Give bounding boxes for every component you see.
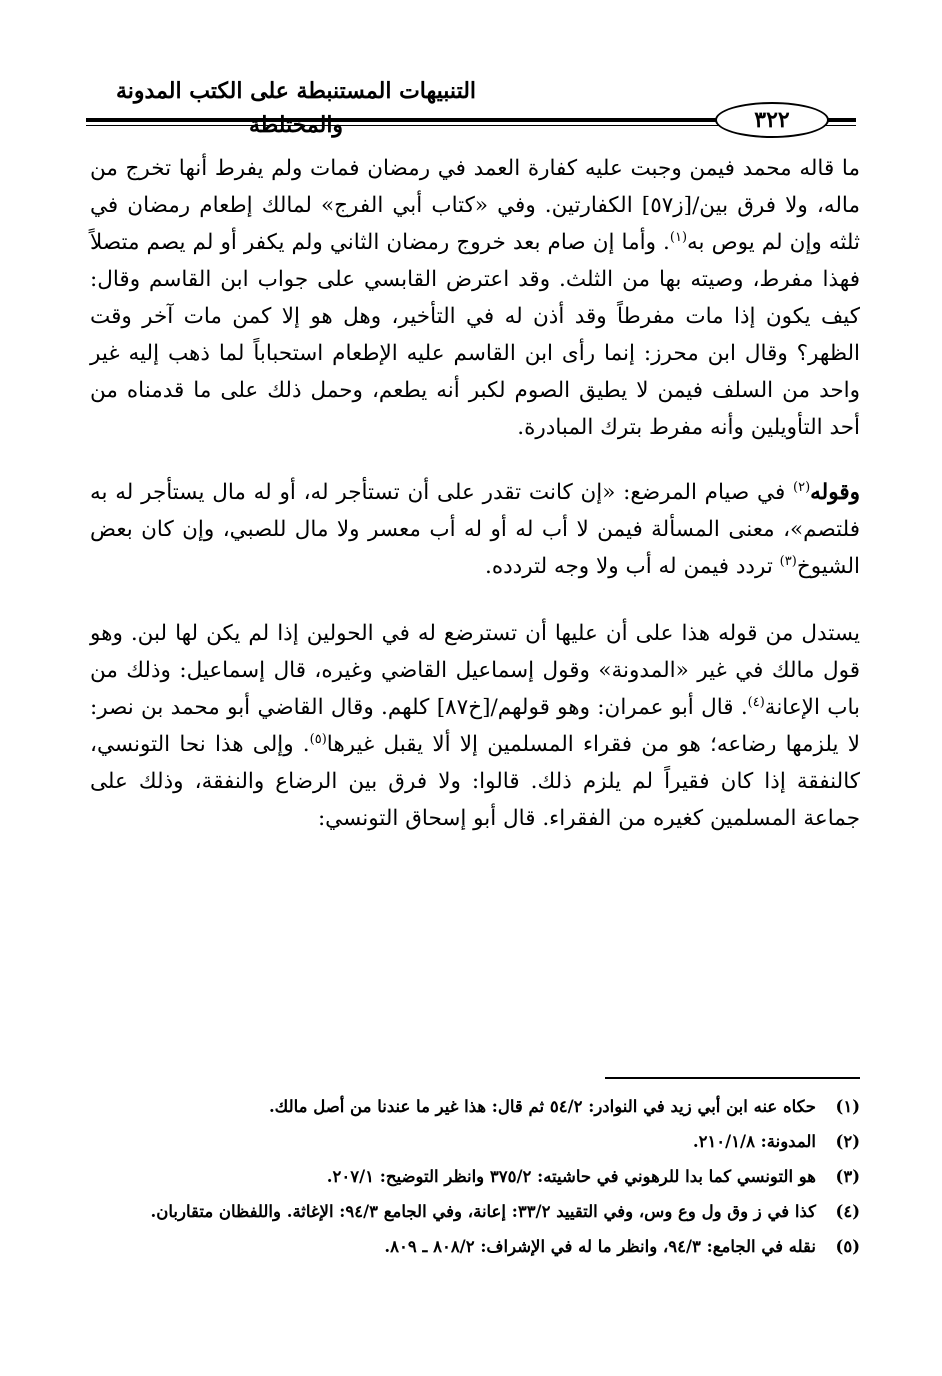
paragraph-lead-word: وقوله bbox=[810, 480, 860, 505]
footnote-ref-1[interactable]: (١) bbox=[669, 229, 688, 245]
paragraph-1: ما قاله محمد فيمن وجبت عليه كفارة العمد في رمضان فمات ولم يفرط أنها تخرج من ماله، ولا فرق بين/[ز٥٧] الكفارتين. وفي «كتاب أبي الفرج» لمالك إطعام رمضان في ثلثه وإن لم يوص به$^{(١)}$. وأما إن صام بعد خروج رمضان الثاني ولم يكفر أو لم يصم متصلاً فهذا مفرط، وصيته بها من الثلث. وقد اعترض القابسي على جواب ابن القاسم وقال: كيف يكون إذا مات مفرطاً وقد أذن له في التأخير، وهل هو إلا كمن مات آخر وقت الظهر؟ وقال ابن محرز: إنما رأى ابن القاسم عليه الإطعام استحباباً لما ذهب إليه غير واحد من السلف فيمن لا يطيق الصوم لكبر أنه يطعم، وحمل ذلك على ما قدمناه من أحد التأويلين وأنه مفرط بترك المبادرة. bbox=[90, 156, 860, 440]
footnote-item: (٥) نقله في الجامع: ٩٤/٣، وانظر ما له في الإشراف: ٨٠٨/٢ ـ ٨٠٩. bbox=[384, 1237, 860, 1256]
footnote-item: (١) حكاه عنه ابن أبي زيد في النوادر: ٥٤/٢ ثم قال: هذا غير ما عندنا من أصل مالك. bbox=[268, 1097, 860, 1116]
paragraph-3: يستدل من قوله هذا على أن عليها أن تسترضع له في الحولين إذا لم يكن لها لبن. وهو قول مالك في غير «المدونة» وقول إسماعيل القاضي وغيره، قال إسماعيل: وذلك من باب الإعانة$^{(٤)}$. قال أبو عمران: وهو قولهم/[خ٨٧] كلهم. وقال القاضي أبو محمد بن نصر: لا يلزمها رضاعه؛ هو من فقراء المسلمين إلا ألا يقبل غيرها$^{(٥)}$. وإلى هذا نحا التونسي، كالنفقة إذا كان فقيراً لم يلزم ذلك. قالوا: ولا فرق بين الرضاع والنفقة، وذلك على جماعة المسلمين كغيره من الفقراء. قال أبو إسحاق التونسي: bbox=[90, 621, 860, 831]
footnotes bbox=[90, 1092, 860, 1267]
footnote-ref-2[interactable]: (٢) bbox=[793, 479, 811, 495]
page-number: ٣٢٢ bbox=[754, 107, 790, 133]
footnote-separator bbox=[605, 1077, 860, 1079]
footnote-item: (٣) هو التونسي كما بدا للرهوني في حاشيته: ٣٧٥/٢ وانظر التوضيح: ٢٠٧/١. bbox=[326, 1167, 860, 1186]
footnote-item: (٢) المدونة: ٢١٠/١/٨. bbox=[692, 1132, 860, 1151]
page-number-badge bbox=[715, 102, 829, 138]
running-header-title: التنبيهات المستنبطة على الكتب المدونة bbox=[115, 78, 477, 104]
footnote-ref-5[interactable]: (٥) bbox=[309, 731, 327, 747]
footnote-ref-3[interactable]: (٣) bbox=[779, 553, 797, 569]
paragraph-2: وقوله$^{(٢)}$ في صيام المرضع: «إن كانت تقدر على أن تستأجر له، أو له مال يستأجر له به فلتصم»، معنى المسألة فيمن لا أب له أو له أب معسر ولا مال للصبي، وإن كان بعض الشيوخ$^{(٣)}$ تردد فيمن له أب ولا وجه لتردده. bbox=[90, 479, 860, 579]
footnote-item: (٤) كذا في ز وق ول وع وس، وفي التقييد ٣٣/٢: إعانة، وفي الجامع ٩٤/٣: الإغاثة. واللفظان متقاربان. bbox=[150, 1202, 860, 1221]
body-text bbox=[90, 150, 860, 837]
footnote-ref-4[interactable]: (٤) bbox=[747, 694, 765, 710]
